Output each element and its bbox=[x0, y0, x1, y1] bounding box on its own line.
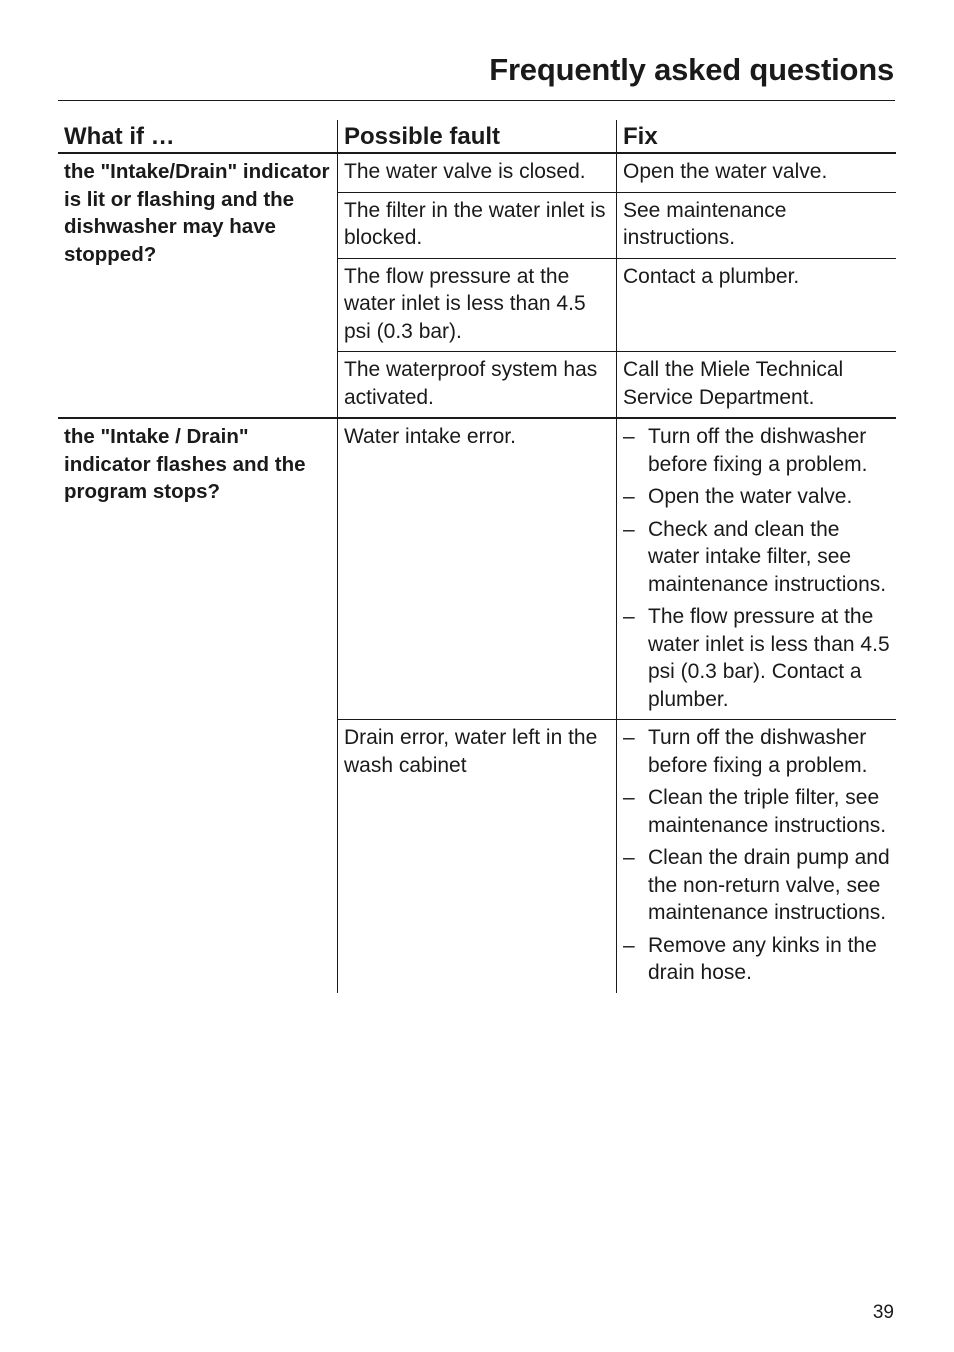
fault-cell: Water intake error. bbox=[337, 419, 616, 719]
dash-bullet: – bbox=[623, 786, 635, 809]
dash-bullet: – bbox=[623, 933, 635, 957]
page-title: Frequently asked questions bbox=[489, 52, 894, 87]
fault-list bbox=[337, 419, 896, 993]
fix-list-item bbox=[623, 784, 892, 839]
fault-list bbox=[337, 154, 896, 417]
fix-cell: Call the Miele Technical Service Department. bbox=[616, 352, 896, 417]
faq-table bbox=[58, 120, 896, 993]
table-row bbox=[337, 419, 896, 719]
fix-list bbox=[623, 724, 892, 987]
fix-list bbox=[623, 423, 892, 713]
dash-bullet: – bbox=[623, 726, 635, 749]
dash-bullet: – bbox=[623, 425, 635, 448]
fix-cell: See maintenance instructions. bbox=[616, 193, 896, 258]
fix-text: Turn off the dishwasher before fixing a problem. bbox=[648, 425, 868, 476]
what-if-cell: the "Intake/Drain" indicator is lit or flashing and the dishwasher may have stopped? bbox=[64, 160, 330, 266]
table-row bbox=[337, 719, 896, 993]
fix-list-item bbox=[623, 844, 892, 927]
table-row bbox=[337, 351, 896, 417]
fault-cell: The waterproof system has activated. bbox=[337, 352, 616, 417]
table-header bbox=[58, 120, 896, 154]
fix-text: Turn off the dishwasher before fixing a problem. bbox=[648, 726, 868, 777]
fix-cell bbox=[616, 419, 896, 719]
fix-text: Clean the triple filter, see maintenance instructions. bbox=[648, 786, 887, 837]
header-fix: Fix bbox=[616, 120, 896, 154]
faq-group-intake-drain-flashes bbox=[58, 417, 896, 993]
header-what-if: What if … bbox=[58, 120, 337, 154]
fix-text: Open the water valve. bbox=[648, 485, 853, 508]
fix-text: The flow pressure at the water inlet is less than 4.5 psi (0.3 bar). Contact a plumber. bbox=[648, 605, 890, 711]
fault-cell: The water valve is closed. bbox=[337, 154, 616, 192]
dash-bullet: – bbox=[623, 846, 635, 869]
fix-list-item bbox=[623, 603, 892, 713]
fix-text: Check and clean the water intake filter, see maintenance instructions. bbox=[648, 517, 887, 596]
what-if-cell: the "Intake / Drain" indicator flashes and the program stops? bbox=[64, 425, 306, 503]
fault-cell: Drain error, water left in the wash cabinet bbox=[337, 720, 616, 993]
fix-cell: Open the water valve. bbox=[616, 154, 896, 192]
fix-cell bbox=[616, 720, 896, 993]
fault-cell: The flow pressure at the water inlet is less than 4.5 psi (0.3 bar). bbox=[337, 259, 616, 352]
fix-cell: Contact a plumber. bbox=[616, 259, 896, 352]
page-number: 39 bbox=[872, 1302, 894, 1323]
fix-list-item bbox=[623, 724, 892, 779]
dash-bullet: – bbox=[623, 605, 635, 628]
dash-bullet: – bbox=[623, 517, 635, 541]
fix-list-item bbox=[623, 516, 892, 599]
fix-text: Clean the drain pump and the non-return valve, see maintenance instructions. bbox=[648, 846, 890, 924]
fix-list-item bbox=[623, 483, 892, 511]
table-row bbox=[337, 258, 896, 352]
table-row bbox=[337, 192, 896, 258]
fix-text: Remove any kinks in the drain hose. bbox=[648, 933, 877, 984]
fix-list-item bbox=[623, 423, 892, 478]
fix-list-item bbox=[623, 932, 892, 987]
dash-bullet: – bbox=[623, 485, 635, 508]
table-row bbox=[337, 154, 896, 192]
header-possible-fault: Possible fault bbox=[337, 120, 616, 154]
faq-group-intake-drain-lit bbox=[58, 154, 896, 417]
title-divider bbox=[58, 100, 895, 101]
fault-cell: The filter in the water inlet is blocked. bbox=[337, 193, 616, 258]
